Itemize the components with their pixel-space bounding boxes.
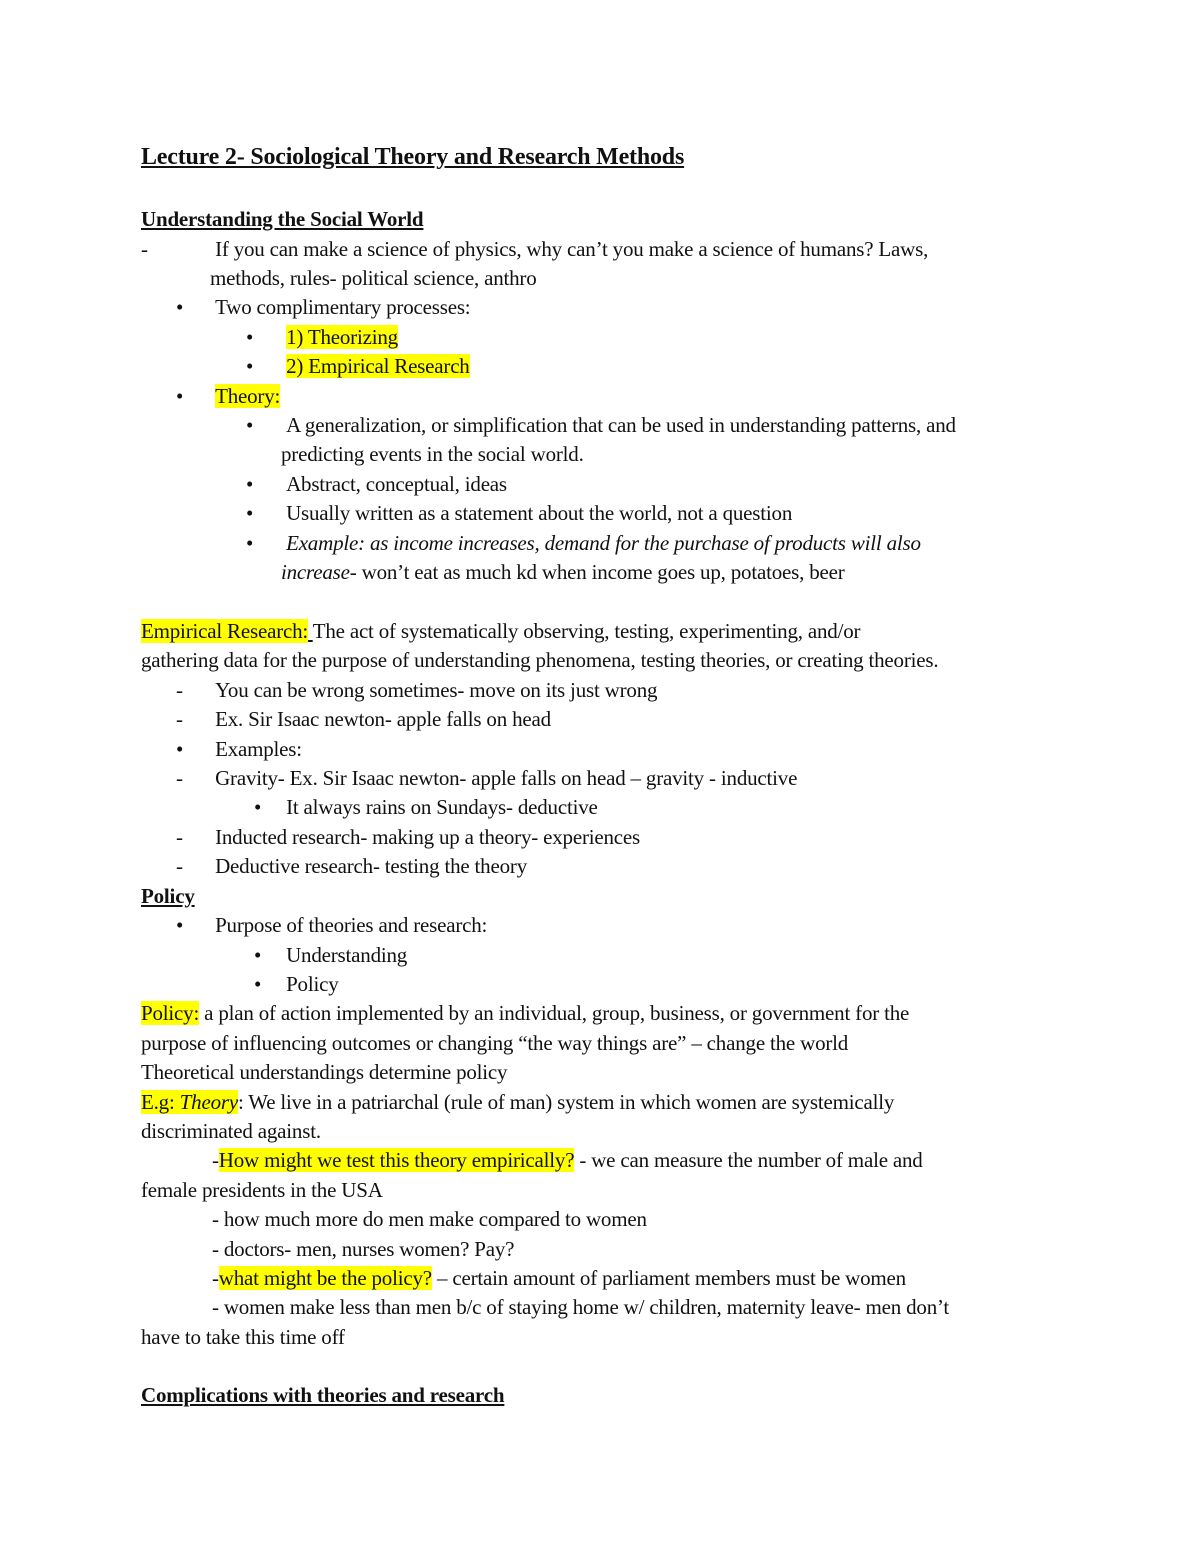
section-heading-complications: Complications with theories and research bbox=[141, 1383, 505, 1407]
paragraph-continued: discriminated against. bbox=[141, 1119, 321, 1143]
list-item-continued: predicting events in the social world. bbox=[281, 442, 584, 466]
list-item-continued: methods, rules- political science, anthro bbox=[210, 266, 537, 290]
list-item: • Policy bbox=[254, 972, 339, 996]
highlighted-label: Policy: bbox=[141, 1001, 200, 1025]
paragraph-policy-definition: Policy: a plan of action implemented by an individual, group, business, or government for the bbox=[141, 1001, 910, 1025]
highlighted-label: E.g: Theory bbox=[141, 1090, 238, 1114]
highlighted-label: Empirical Research: bbox=[141, 619, 309, 643]
paragraph-continued: female presidents in the USA bbox=[141, 1178, 383, 1202]
list-item: - Deductive research- testing the theory bbox=[176, 854, 527, 878]
list-item: - You can be wrong sometimes- move on its just wrong bbox=[176, 678, 658, 702]
list-item: - Ex. Sir Isaac newton- apple falls on head bbox=[176, 707, 551, 731]
paragraph-continued: gathering data for the purpose of understanding phenomena, testing theories, or creating theories. bbox=[141, 648, 939, 672]
list-item: • Two complimentary processes: bbox=[176, 295, 471, 319]
paragraph: Theoretical understandings determine policy bbox=[141, 1060, 508, 1084]
paragraph-continued: purpose of influencing outcomes or changing “the way things are” – change the world bbox=[141, 1031, 849, 1055]
list-item: - Inducted research- making up a theory- experiences bbox=[176, 825, 641, 849]
highlighted-text: How might we test this theory empirically? bbox=[218, 1148, 575, 1172]
list-item: • Example: as income increases, demand for the purchase of products will also bbox=[246, 531, 921, 555]
list-item-continued: increase- won’t eat as much kd when income goes up, potatoes, beer bbox=[281, 560, 845, 584]
paragraph-indented: - doctors- men, nurses women? Pay? bbox=[212, 1237, 515, 1261]
list-item: • A generalization, or simplification that can be used in understanding patterns, and bbox=[246, 413, 956, 437]
paragraph-indented: -what might be the policy? – certain amount of parliament members must be women bbox=[212, 1266, 906, 1290]
list-item: - If you can make a science of physics, why can’t you make a science of humans? Laws, bbox=[141, 237, 929, 261]
list-item: • Examples: bbox=[176, 737, 302, 761]
paragraph-indented: - women make less than men b/c of staying home w/ children, maternity leave- men don’t bbox=[212, 1295, 950, 1319]
highlighted-text: what might be the policy? bbox=[218, 1266, 432, 1290]
highlighted-text: Theory: bbox=[215, 384, 281, 408]
paragraph-example: E.g: Theory: We live in a patriarchal (rule of man) system in which women are systemically bbox=[141, 1090, 895, 1114]
paragraph-empirical-research: Empirical Research: The act of systematically observing, testing, experimenting, and/or bbox=[141, 619, 861, 643]
highlighted-text: 1) Theorizing bbox=[286, 325, 398, 349]
list-item: • Abstract, conceptual, ideas bbox=[246, 472, 507, 496]
list-item: • Understanding bbox=[254, 943, 408, 967]
list-item: • 2) Empirical Research bbox=[246, 354, 470, 378]
document-title: Lecture 2- Sociological Theory and Research Methods bbox=[141, 144, 685, 170]
section-heading-understanding: Understanding the Social World bbox=[141, 207, 424, 231]
paragraph-continued: have to take this time off bbox=[141, 1325, 345, 1349]
list-item: • Usually written as a statement about the world, not a question bbox=[246, 501, 793, 525]
list-item: • 1) Theorizing bbox=[246, 325, 398, 349]
paragraph-indented: -How might we test this theory empirically? - we can measure the number of male and bbox=[212, 1148, 923, 1172]
list-item: • Theory: bbox=[176, 384, 281, 408]
highlighted-text: 2) Empirical Research bbox=[286, 354, 470, 378]
list-item: - Gravity- Ex. Sir Isaac newton- apple falls on head – gravity - inductive bbox=[176, 766, 798, 790]
list-item: • It always rains on Sundays- deductive bbox=[254, 795, 598, 819]
list-item: • Purpose of theories and research: bbox=[176, 913, 488, 937]
paragraph-indented: - how much more do men make compared to women bbox=[212, 1207, 647, 1231]
section-heading-policy: Policy bbox=[141, 884, 195, 908]
